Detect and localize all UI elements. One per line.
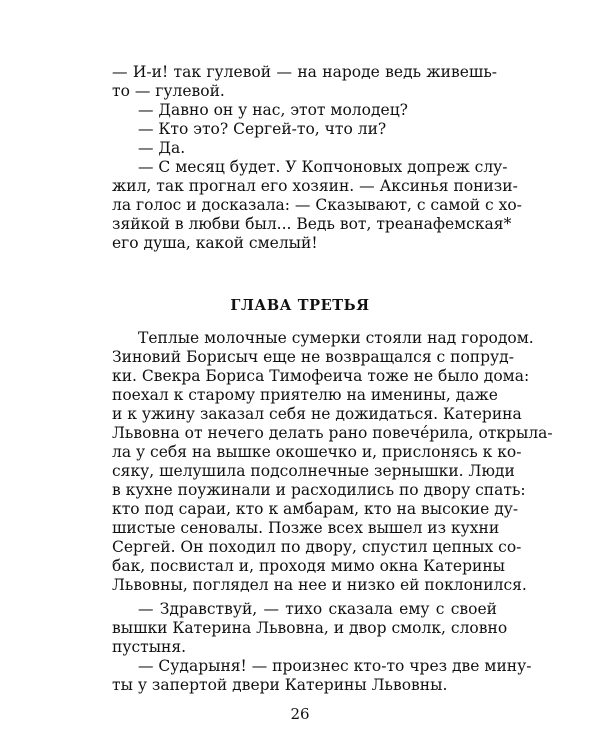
text-line: ты у запертой двери Катерины Львовны. — [112, 676, 448, 694]
text-line: Зиновий Борисыч еще не возвращался с попруд- — [112, 348, 514, 366]
text-line: — Здравствуй, — тихо сказала ему с своей — [138, 600, 497, 618]
text-line: вышки Катерина Львовна, и двор смолк, словно — [112, 619, 508, 637]
text-line: пустыня. — [112, 638, 187, 656]
text-line: ки. Свекра Бориса Тимофеича тоже не было дома: — [112, 367, 530, 385]
text-line: его душа, какой смелый! — [112, 234, 318, 252]
text-line: ла голос и досказала: — Сказывают, с самой с хо- — [112, 196, 522, 214]
text-line: — Кто это? Сергей-то, что ли? — [138, 120, 387, 138]
text-line: Теплые молочные сумерки стояли над городом. — [138, 329, 534, 347]
text-line: в кухне поужинали и расходились по двору спать: — [112, 481, 526, 499]
text-line: то — гулевой. — [112, 82, 225, 100]
text-line: жил, так прогнал его хозяин. — Аксинья понизи- — [112, 177, 518, 195]
text-line: ла у себя на вышке окошечко и, прислонясь к ко- — [112, 443, 522, 461]
text-line: — Да. — [138, 139, 186, 157]
text-line: и к ужину заказал себя не дожидаться. Катерина — [112, 405, 522, 423]
chapter-heading: ГЛАВА ТРЕТЬЯ — [230, 297, 370, 314]
text-line: Сергей. Он походил по двору, спустил цепных со- — [112, 538, 522, 556]
text-line: зяйкой в любви был... Ведь вот, треанафемская* — [112, 215, 512, 233]
text-line: — С месяц будет. У Копчоновых допреж слу- — [138, 158, 508, 176]
text-line: шистые сеновалы. Позже всех вышел из кухни — [112, 519, 500, 537]
text-line: — Давно он у нас, этот молодец? — [138, 101, 408, 119]
text-line: Львовна от нечего делать рано повечéрила, открыла- — [112, 424, 553, 442]
text-line: кто под сараи, кто к амбарам, кто на высокие ду- — [112, 500, 519, 518]
text-line: Львовны, поглядел на нее и низко ей поклонился. — [112, 576, 527, 594]
page-number: 26 — [290, 705, 310, 723]
text-line: бак, посвистал и, проходя мимо окна Катерины — [112, 557, 506, 575]
text-line: сяку, шелушила подсолнечные зернышки. Люди — [112, 462, 515, 480]
text-line: — И-и! так гулевой — на народе ведь живешь- — [112, 63, 497, 81]
text-line: поехал к старому приятелю на именины, даже — [112, 386, 498, 404]
text-line: — Сударыня! — произнес кто-то чрез две мину- — [138, 657, 532, 675]
